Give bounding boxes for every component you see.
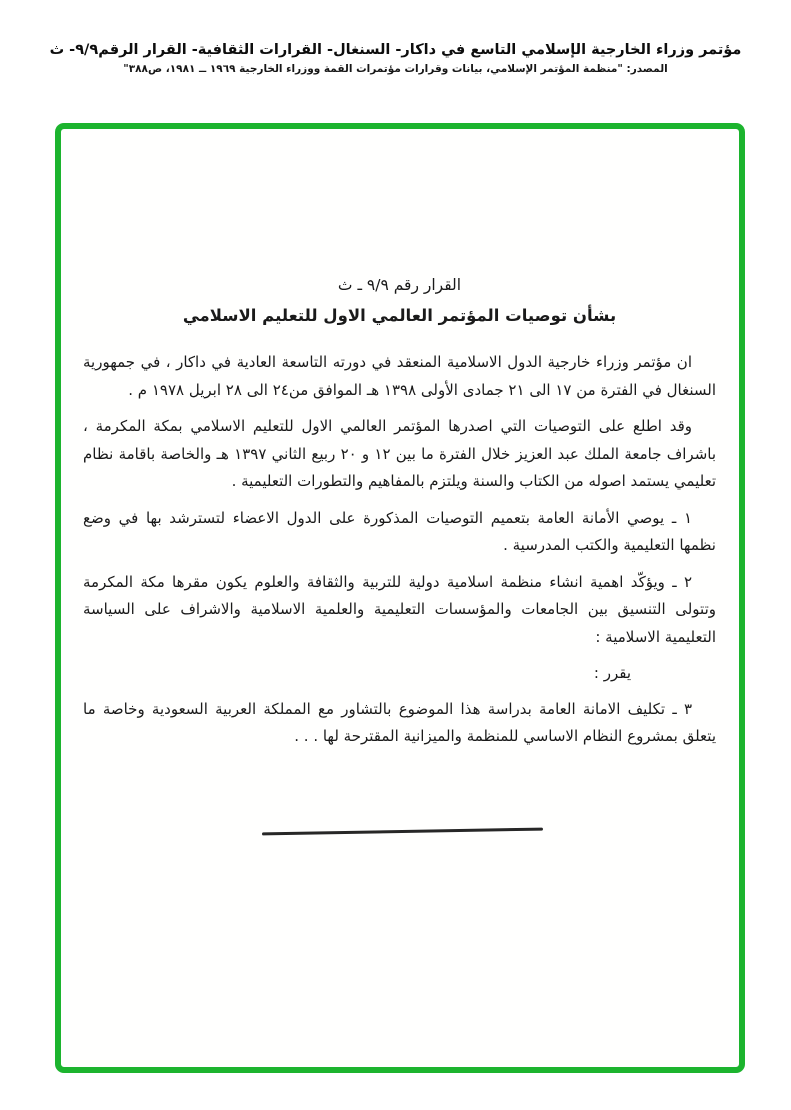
green-frame	[55, 123, 745, 1073]
clause-1-paragraph: ١ ـ يوصي الأمانة العامة بتعميم التوصيات المذكورة على الدول الاعضاء لتسترشد بها في وضع نظمها التعليمية والكتب المدرسية .	[83, 508, 716, 554]
preamble-session-paragraph: ان مؤتمر وزراء خارجية الدول الاسلامية المنعقد في دورته التاسعة العادية في داكار ، في جمهورية السنغال في الفترة من ١٧ الى ٢١ جمادى الأولى ١٣٩٨ هـ الموافق من٢٤ الى ٢٨ ابريل ١٩٧٨ م .	[83, 353, 716, 399]
page-header	[0, 0, 791, 75]
preamble-recommendations-paragraph: وقد اطلع على التوصيات التي اصدرها المؤتمر العالمي الاول للتعليم الاسلامي بمكة المكرمة ، باشراف جامعة الملك عبد العزيز خلال الفترة ما بين ١٢ و ٢٠ ربيع الثاني ١٣٩٧ هـ والخاصة باقامة نظام تعليمي يستمد اصوله من الكتاب والسنة ويلتزم بالمفاهيم والتطورات التعليمية .	[83, 417, 717, 490]
clause-2-paragraph: ٢ ـ ويؤكّد اهمية انشاء منظمة اسلامية دولية للتربية والثقافة والعلوم يكون مقرها مكة المكرمة وتتولى التنسيق بين الجامعات والمؤسسات التعليمية والعلمية الاسلامية والاشراف على السياسة التعليمية الاسلامية :	[83, 572, 716, 646]
clause-3-paragraph: ٣ ـ تكليف الامانة العامة بدراسة هذا الموضوع بالتشاور مع المملكة العربية السعودية وخاصة ما يتعلق بمشروع النظام الاساسي للمنظمة والميزانية المقترحة لها . . .	[83, 699, 716, 745]
resolution-number: القرار رقم ٩/٩ ـ ث	[337, 276, 462, 294]
header-source-line: المصدر: "منظمة المؤتمر الإسلامي، بيانات وقرارات مؤتمرات القمة ووزراء الخارجية ١٩٦٩ ــ ١٩٨١، ص٣٨٨"	[123, 63, 668, 75]
resolution-document	[61, 129, 739, 1067]
signature-separator-line	[262, 828, 543, 836]
header-title-line: مؤتمر وزراء الخارجية الإسلامي التاسع في داكار- السنغال- القرارات الثقافية- القرار الرقم٩/٩- ث	[49, 42, 742, 58]
resolution-subject: بشأن توصيات المؤتمر العالمي الاول للتعليم الاسلامي	[182, 306, 617, 325]
decides-label: يقرر :	[593, 664, 631, 682]
